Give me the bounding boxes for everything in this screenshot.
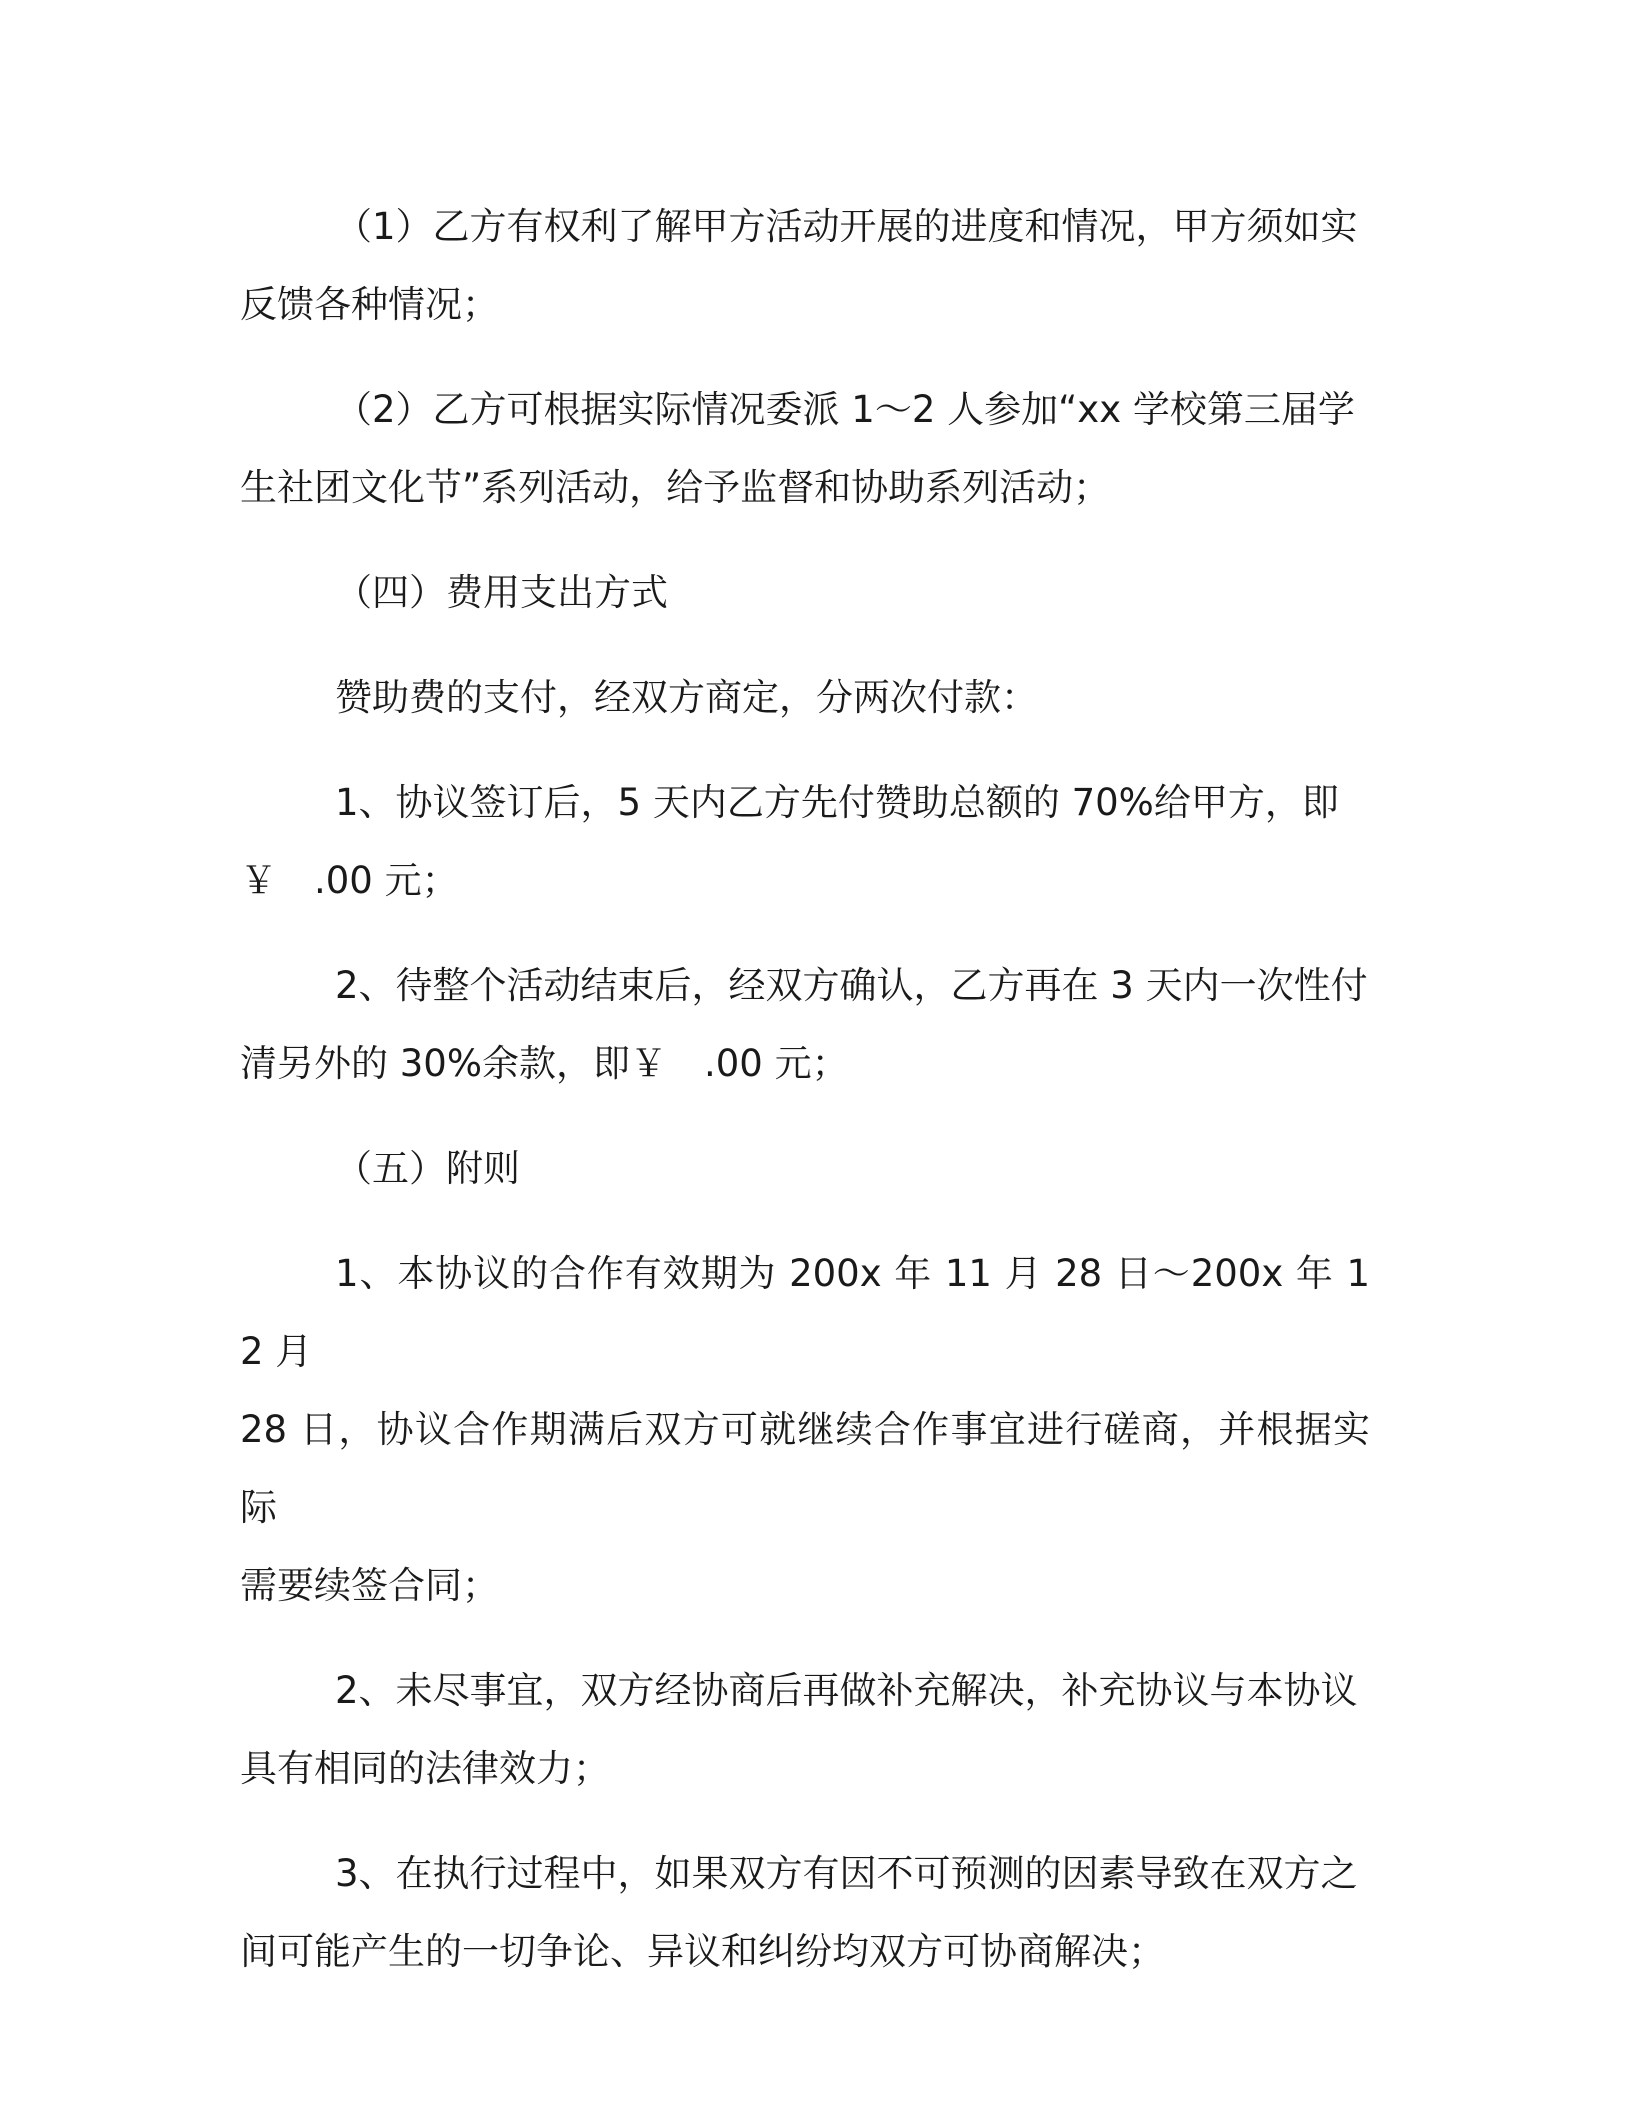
paragraph-payment-intro	[240, 659, 1370, 737]
paragraph-line: 赞助费的支付，经双方商定，分两次付款：	[335, 676, 1038, 719]
paragraph-line: 具有相同的法律效力；	[240, 1747, 610, 1790]
paragraph-line: 清另外的 30%余款，即￥ .00 元；	[240, 1042, 849, 1085]
heading-text: （四）费用支出方式	[335, 571, 668, 614]
paragraph-line: 3、在执行过程中，如果双方有因不可预测的因素导致在双方之	[335, 1852, 1358, 1895]
paragraph-line: （2）乙方可根据实际情况委派 1～2 人参加“xx 学校第三届学	[335, 388, 1355, 431]
paragraph-line: 生社团文化节”系列活动，给予监督和协助系列活动；	[240, 466, 1111, 509]
paragraph-line: 1、协议签订后，5 天内乙方先付赞助总额的 70%给甲方，即	[335, 781, 1339, 824]
paragraph-line: 需要续签合同；	[240, 1564, 499, 1607]
paragraph-supplement	[240, 1652, 1370, 1808]
paragraph-line: 2、待整个活动结束后，经双方确认，乙方再在 3 天内一次性付	[335, 964, 1368, 1007]
section-heading-payment	[240, 554, 1370, 632]
heading-text: （五）附则	[335, 1147, 520, 1190]
paragraph-line: 28 日，协议合作期满后双方可就继续合作事宜进行磋商，并根据实际	[240, 1408, 1370, 1529]
paragraph-line: 间可能产生的一切争论、异议和纠纷均双方可协商解决；	[240, 1930, 1165, 1973]
paragraph-line: 反馈各种情况；	[240, 283, 499, 326]
paragraph-disputes	[240, 1835, 1370, 1991]
paragraph-line: （1）乙方有权利了解甲方活动开展的进度和情况，甲方须如实	[335, 205, 1358, 248]
paragraph-line: 1、本协议的合作有效期为 200x 年 11 月 28 日～200x 年 12 月	[240, 1252, 1370, 1373]
paragraph-line: ￥ .00 元；	[240, 859, 459, 902]
paragraph-payment-second	[240, 947, 1370, 1103]
paragraph-line: 2、未尽事宜，双方经协商后再做补充解决，补充协议与本协议	[335, 1669, 1358, 1712]
section-heading-appendix	[240, 1130, 1370, 1208]
paragraph-payment-first	[240, 764, 1370, 920]
paragraph-validity-period	[240, 1235, 1370, 1625]
paragraph-right-to-know	[240, 188, 1370, 344]
document-body	[240, 188, 1370, 2018]
paragraph-delegate	[240, 371, 1370, 527]
